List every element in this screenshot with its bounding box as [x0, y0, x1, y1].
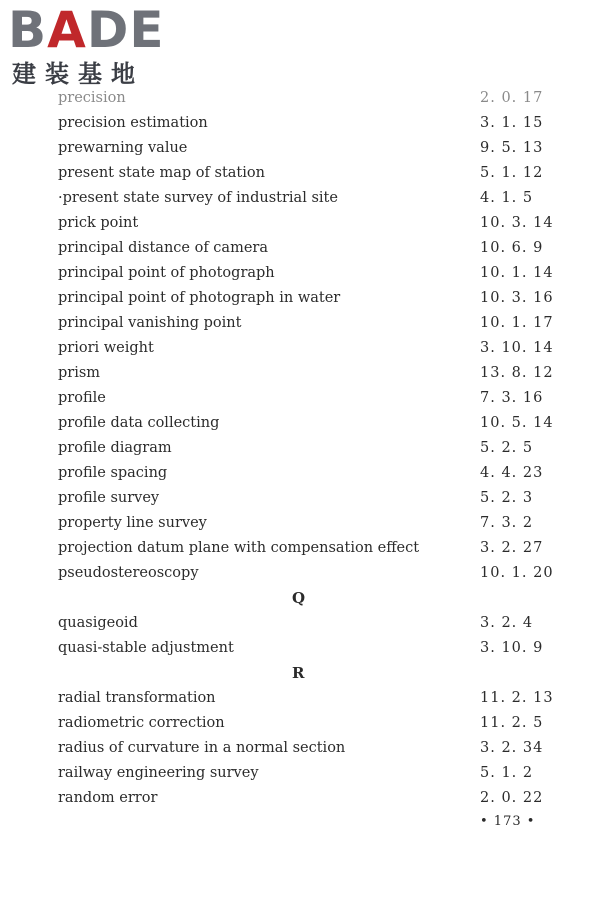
section-letter: Q: [292, 589, 306, 607]
entry-ref: 10. 3. 16: [480, 290, 554, 306]
index-entry: [58, 461, 558, 486]
logo-wordmark: [8, 1, 165, 59]
entry-term: random error: [58, 790, 158, 806]
entry-ref: 11. 2. 5: [480, 715, 544, 731]
entry-term: railway engineering survey: [58, 765, 259, 781]
index-entry: [58, 261, 558, 286]
index-entry: [58, 136, 558, 161]
entry-term: precision: [58, 90, 126, 106]
index-entry: [58, 336, 558, 361]
entry-ref: 5. 1. 2: [480, 765, 534, 781]
entry-ref: 11. 2. 13: [480, 690, 554, 706]
entry-term: pseudostereoscopy: [58, 565, 199, 581]
entry-ref: 2. 0. 22: [480, 790, 544, 806]
entry-ref: 5. 2. 3: [480, 490, 534, 506]
entry-ref: 10. 1. 20: [480, 565, 554, 581]
entry-term: ·present state survey of industrial site: [58, 190, 338, 206]
entry-term: principal point of photograph: [58, 265, 275, 281]
entry-ref: 3. 2. 27: [480, 540, 544, 556]
index-entry: [58, 636, 558, 661]
entry-term: principal point of photograph in water: [58, 290, 341, 306]
entry-term: prism: [58, 365, 101, 381]
entry-term: quasigeoid: [58, 615, 138, 631]
entry-term: principal distance of camera: [58, 240, 268, 256]
page-number: • 173 •: [480, 814, 536, 829]
entry-ref: 13. 8. 12: [480, 365, 554, 381]
entry-term: property line survey: [58, 515, 207, 531]
entry-ref: 3. 1. 15: [480, 115, 544, 131]
entry-ref: 7. 3. 16: [480, 390, 544, 406]
entry-term: radius of curvature in a normal section: [58, 740, 346, 756]
index-entry: [58, 411, 558, 436]
entry-term: principal vanishing point: [58, 315, 242, 331]
entry-term: priori weight: [58, 340, 154, 356]
entry-ref: 3. 2. 34: [480, 740, 544, 756]
entry-ref: 2. 0. 17: [480, 90, 544, 106]
entry-ref: 3. 10. 9: [480, 640, 544, 656]
entry-term: profile data collecting: [58, 415, 220, 431]
logo: [8, 1, 178, 94]
logo-letters-de: DE: [86, 1, 165, 59]
entry-ref: 4. 4. 23: [480, 465, 544, 481]
entry-term: radiometric correction: [58, 715, 225, 731]
index-entry: [58, 236, 558, 261]
entry-ref: 5. 2. 5: [480, 440, 534, 456]
index-entry: [58, 611, 558, 636]
index-entry: [58, 486, 558, 511]
entry-ref: 10. 3. 14: [480, 215, 554, 231]
entry-ref: 9. 5. 13: [480, 140, 544, 156]
index-entry: [58, 386, 558, 411]
logo-letter-b: B: [8, 1, 48, 59]
entry-ref: 3. 10. 14: [480, 340, 554, 356]
entry-term: radial transformation: [58, 690, 216, 706]
index-entry: [58, 561, 558, 586]
index-entry: [58, 286, 558, 311]
index-entry: [58, 686, 558, 711]
entry-term: projection datum plane with compensation effect: [58, 540, 420, 556]
index-entry: [58, 711, 558, 736]
entry-term: present state map of station: [58, 165, 265, 181]
entry-term: precision estimation: [58, 115, 208, 131]
index-entry: [58, 361, 558, 386]
index-entry: [58, 436, 558, 461]
section-heading-r: [58, 661, 558, 686]
index-entry: [58, 211, 558, 236]
section-heading-q: [58, 586, 558, 611]
index-entry: [58, 786, 558, 811]
entry-term: prick point: [58, 215, 139, 231]
logo-chinese-text: 建装基地: [12, 60, 144, 88]
entry-ref: 3. 2. 4: [480, 615, 534, 631]
entry-ref: 7. 3. 2: [480, 515, 534, 531]
section-letter: R: [292, 664, 305, 682]
entry-ref: 10. 1. 17: [480, 315, 554, 331]
entry-term: profile spacing: [58, 465, 168, 481]
index-entries: [58, 86, 558, 811]
entry-ref: 5. 1. 12: [480, 165, 544, 181]
entry-term: quasi-stable adjustment: [58, 640, 234, 656]
index-entry: [58, 86, 558, 111]
entry-term: profile diagram: [58, 440, 172, 456]
entry-ref: 4. 1. 5: [480, 190, 534, 206]
index-entry: [58, 536, 558, 561]
index-entry: [58, 311, 558, 336]
index-entry: [58, 111, 558, 136]
index-entry: [58, 161, 558, 186]
entry-ref: 10. 6. 9: [480, 240, 544, 256]
index-entry: [58, 186, 558, 211]
index-entry: [58, 761, 558, 786]
index-entry: [58, 736, 558, 761]
entry-ref: 10. 5. 14: [480, 415, 554, 431]
entry-term: profile survey: [58, 490, 160, 506]
index-entry: [58, 511, 558, 536]
entry-ref: 10. 1. 14: [480, 265, 554, 281]
entry-term: profile: [58, 390, 106, 406]
entry-term: prewarning value: [58, 140, 188, 156]
logo-letter-a: A: [47, 1, 87, 59]
